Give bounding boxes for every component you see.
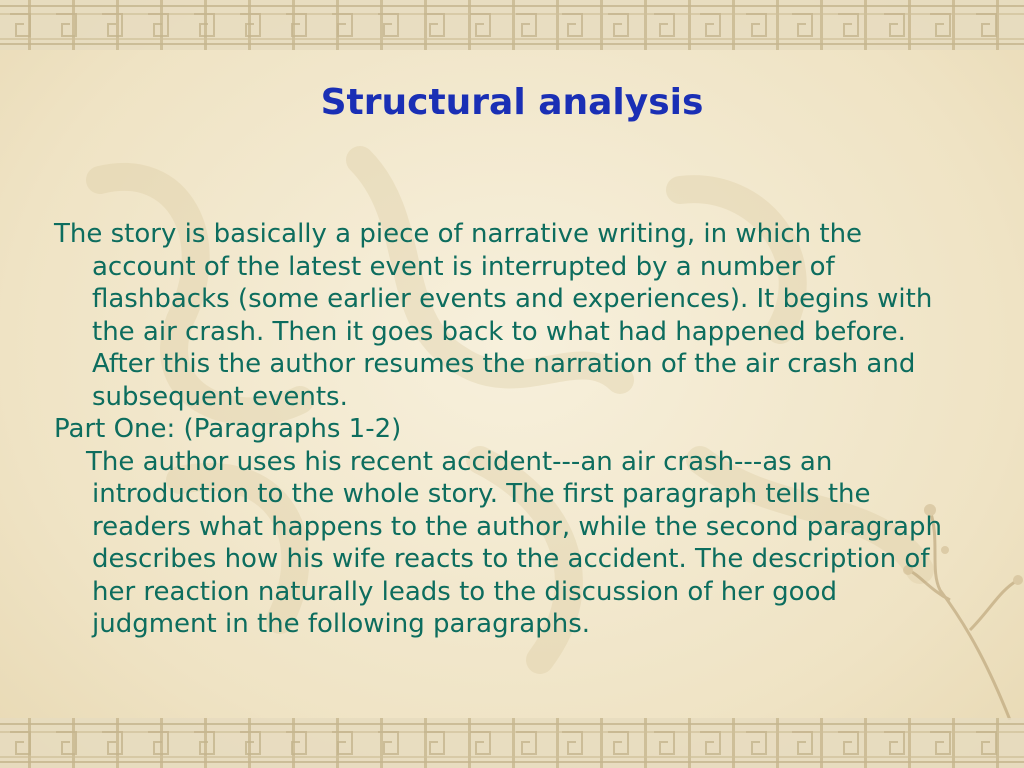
bottom-decorative-border (0, 718, 1024, 768)
slide-title: Structural analysis (320, 82, 704, 123)
intro-paragraph: The story is basically a piece of narrative writing, in which the account of the latest event is interrupted by a number of flashbacks (some earlier events and experiences). It begins with the air crash. Then it goes back to what had happened before. After this the author resumes the narration of the air crash and subsequent events. (54, 219, 933, 412)
part-one-heading: Part One: (Paragraphs 1-2) (54, 414, 402, 444)
top-decorative-border (0, 0, 1024, 50)
slide-body (54, 218, 954, 641)
part-one-paragraph: The author uses his recent accident---an air crash---as an introduction to the whole story. The first paragraph tells the readers what happens to the author, while the second paragraph describes how his wife reacts to the accident. The description of her reaction naturally leads to the discussion of her good judgment in the following paragraphs. (86, 446, 942, 639)
